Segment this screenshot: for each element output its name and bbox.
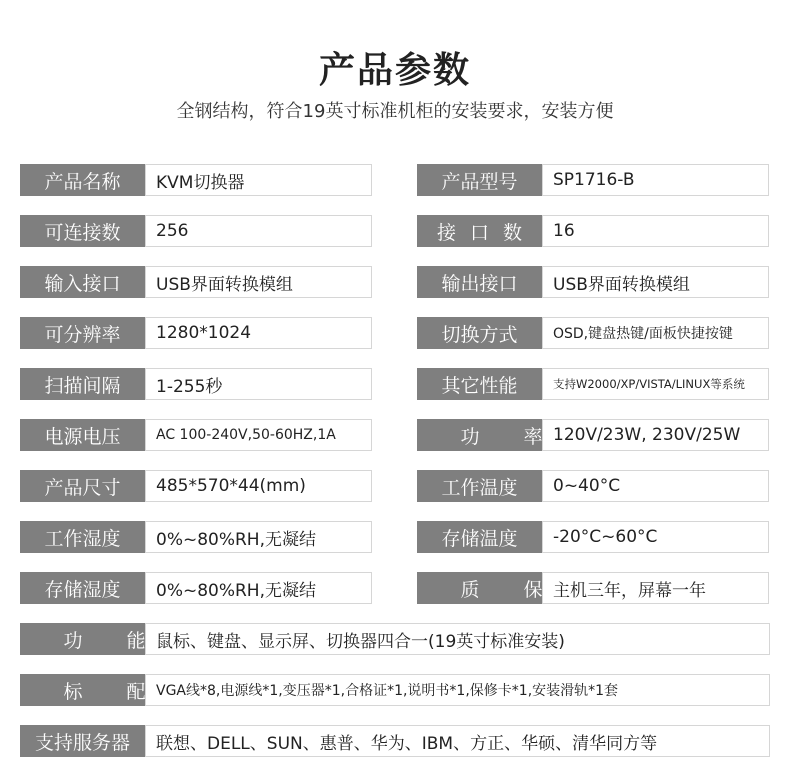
- param-value: KVM切换器: [145, 164, 372, 196]
- param-row-standard-accessories: [20, 674, 770, 706]
- param-value: AC 100-240V,50-60HZ,1A: [145, 419, 372, 451]
- param-row-power: [417, 419, 769, 451]
- param-row-storage-humidity: [20, 572, 372, 604]
- param-value: 16: [542, 215, 769, 247]
- param-row-warranty: [417, 572, 769, 604]
- param-label: 切换方式: [417, 317, 542, 349]
- param-label: 产品型号: [417, 164, 542, 196]
- param-row-connections: [20, 215, 372, 247]
- param-label: 标配: [20, 674, 145, 706]
- param-value: 485*570*44(mm): [145, 470, 372, 502]
- param-row-size: [20, 470, 372, 502]
- param-value: 0~40°C: [542, 470, 769, 502]
- param-row-voltage: [20, 419, 372, 451]
- param-value: VGA线*8,电源线*1,变压器*1,合格证*1,说明书*1,保修卡*1,安装滑轨*1套: [145, 674, 770, 706]
- param-value: 0%~80%RH,无凝结: [145, 521, 372, 553]
- param-value: 支持W2000/XP/VISTA/LINUX等系统: [542, 368, 769, 400]
- param-label: 电源电压: [20, 419, 145, 451]
- param-row-input: [20, 266, 372, 298]
- param-row-work-humidity: [20, 521, 372, 553]
- param-value: SP1716-B: [542, 164, 769, 196]
- param-label: 功率: [417, 419, 542, 451]
- param-row-output: [417, 266, 769, 298]
- param-row-resolution: [20, 317, 372, 349]
- param-label: 输出接口: [417, 266, 542, 298]
- page-title: 产品参数: [318, 50, 471, 91]
- param-label: 质保: [417, 572, 542, 604]
- page-subtitle: 全钢结构，符合19英寸标准机柜的安装要求，安装方便: [176, 101, 614, 122]
- param-value: OSD,键盘热键/面板快捷按键: [542, 317, 769, 349]
- param-value: 1-255秒: [145, 368, 372, 400]
- param-label: 工作湿度: [20, 521, 145, 553]
- param-label: 产品名称: [20, 164, 145, 196]
- param-value: 256: [145, 215, 372, 247]
- param-value: USB界面转换模组: [542, 266, 769, 298]
- param-label: 功能: [20, 623, 145, 655]
- param-row-work-temp: [417, 470, 769, 502]
- param-value: 鼠标、键盘、显示屏、切换器四合一(19英寸标准安装): [145, 623, 770, 655]
- param-row-function: [20, 623, 770, 655]
- param-value: 主机三年，屏幕一年: [542, 572, 769, 604]
- param-label: 存储温度: [417, 521, 542, 553]
- param-value: 联想、DELL、SUN、惠普、华为、IBM、方正、华硕、清华同方等: [145, 725, 770, 757]
- param-label: 存储湿度: [20, 572, 145, 604]
- param-value: 120V/23W, 230V/25W: [542, 419, 769, 451]
- param-row-model: [417, 164, 769, 196]
- param-label: 可连接数: [20, 215, 145, 247]
- param-row-ports: [417, 215, 769, 247]
- param-label: 产品尺寸: [20, 470, 145, 502]
- param-value: -20°C~60°C: [542, 521, 769, 553]
- param-row-product-name: [20, 164, 372, 196]
- param-row-scan-interval: [20, 368, 372, 400]
- param-label: 可分辨率: [20, 317, 145, 349]
- param-row-storage-temp: [417, 521, 769, 553]
- param-label: 支持服务器: [20, 725, 145, 757]
- param-row-supported-servers: [20, 725, 770, 757]
- param-label: 扫描间隔: [20, 368, 145, 400]
- param-value: 0%~80%RH,无凝结: [145, 572, 372, 604]
- param-value: USB界面转换模组: [145, 266, 372, 298]
- param-label: 接口数: [417, 215, 542, 247]
- param-row-switch-mode: [417, 317, 769, 349]
- param-value: 1280*1024: [145, 317, 372, 349]
- param-label: 输入接口: [20, 266, 145, 298]
- param-label: 其它性能: [417, 368, 542, 400]
- param-row-other: [417, 368, 769, 400]
- param-label: 工作温度: [417, 470, 542, 502]
